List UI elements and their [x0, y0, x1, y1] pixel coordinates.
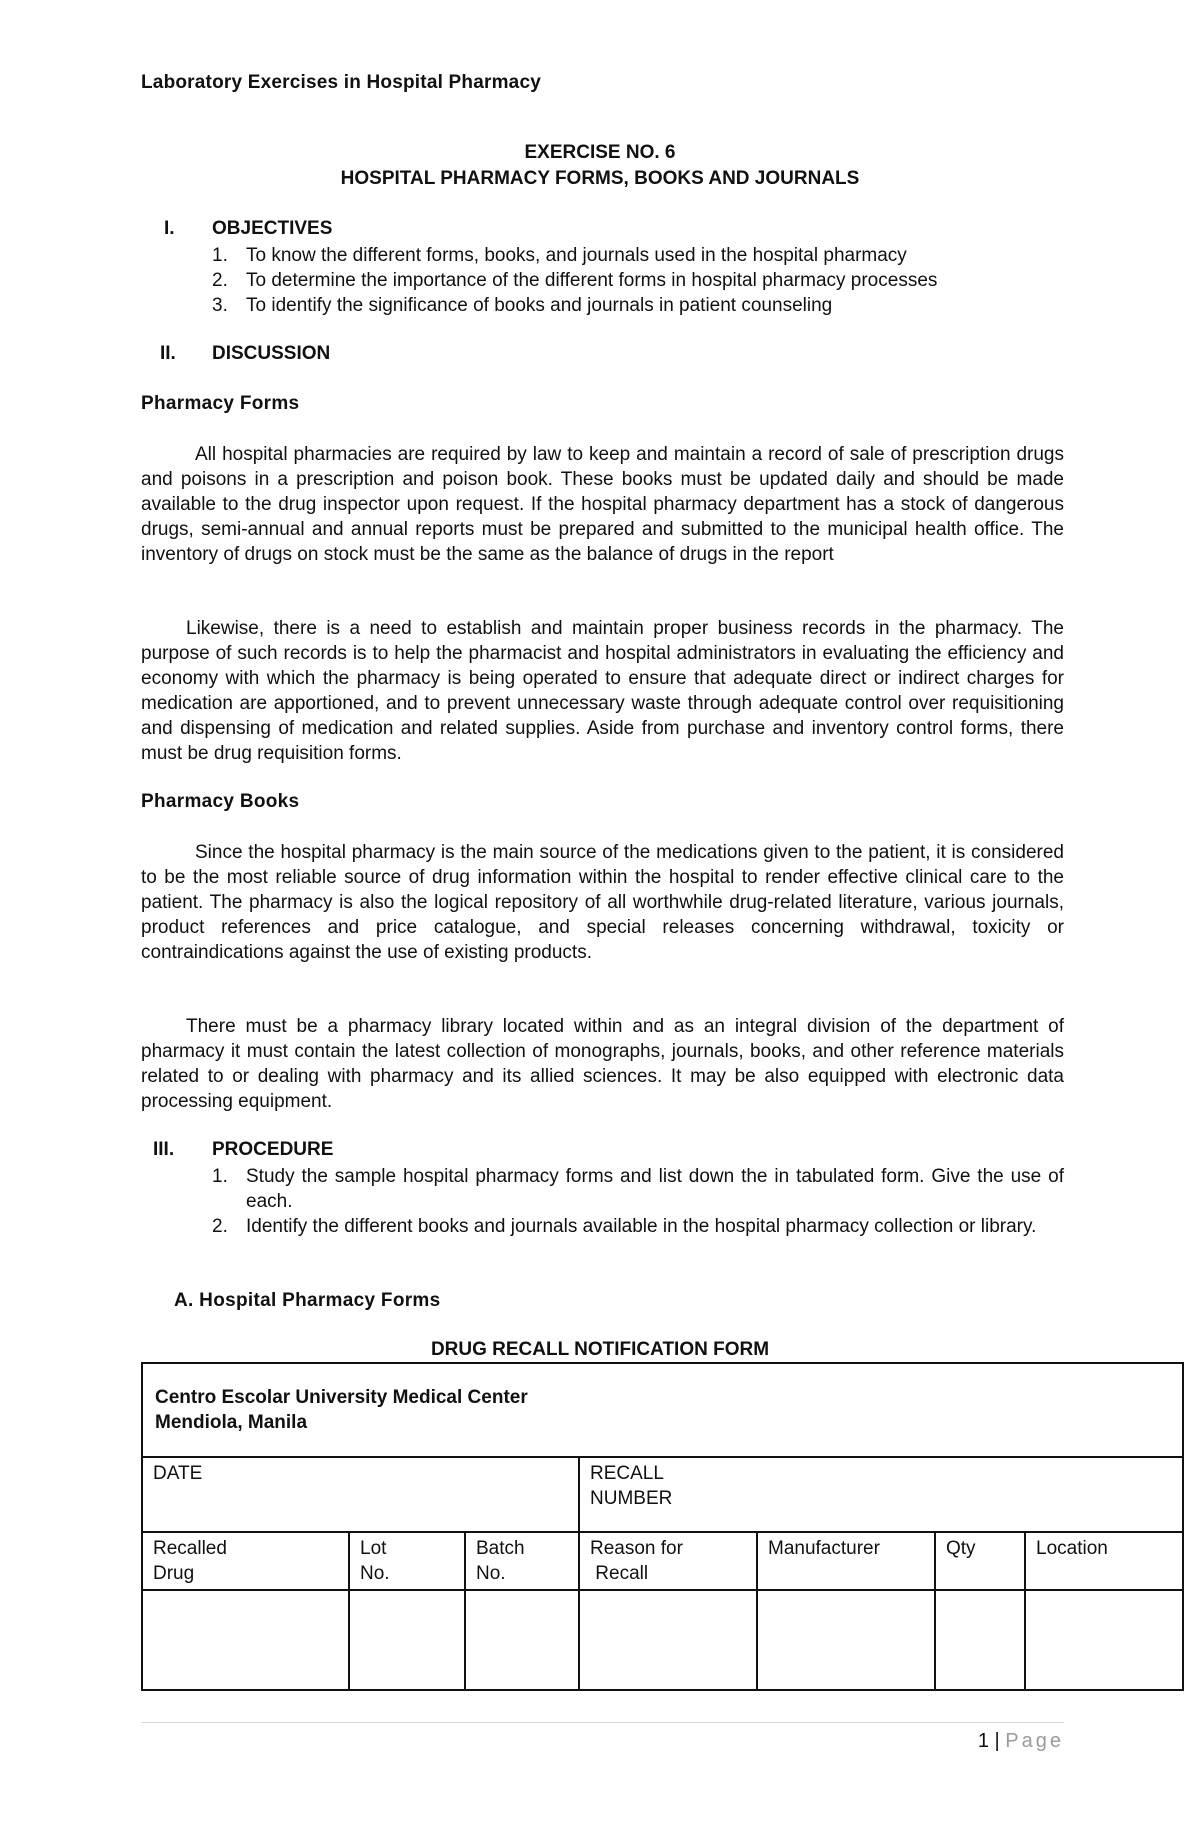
discussion-heading: DISCUSSION [212, 343, 331, 364]
entry-cell-recalled-drug[interactable] [142, 1590, 349, 1690]
form-title: DRUG RECALL NOTIFICATION FORM [430, 1339, 770, 1360]
forms-paragraph-1: All hospital pharmacies are required by law to keep and maintain a record of sale of prescription drugs and poisons in a prescription and poison book. These books must be updated daily and should be made available to the drug inspector upon request. If the hospital pharmacy department has a stock of dangerous drugs, semi-annual and annual reports must be prepared and submitted to the municipal health office. The inventory of drugs on stock must be the same as the balance of drugs in the report [141, 444, 1064, 565]
list-item [212, 268, 1064, 293]
item-text: To determine the importance of the different forms in hospital pharmacy processes [246, 270, 938, 291]
books-paragraph-2: There must be a pharmacy library located within and as an integral division of the department of pharmacy it must contain the latest collection of monographs, journals, books, and other reference materials related to or dealing with pharmacy and its allied sciences. It may be also equipped with electronic data processing equipment. [141, 1016, 1064, 1112]
col-header-text: Drug [153, 1563, 195, 1584]
procedure-list [212, 1164, 1064, 1239]
col-header-text: No. [476, 1563, 506, 1584]
running-header: Laboratory Exercises in Hospital Pharmacy [141, 72, 541, 93]
item-number: 1. [212, 1166, 228, 1187]
recall-label-line2: NUMBER [590, 1488, 673, 1509]
table-row [142, 1590, 1183, 1690]
org-address: Mendiola, Manila [155, 1412, 308, 1433]
recall-number-cell[interactable] [579, 1457, 1183, 1532]
entry-cell-qty[interactable] [935, 1590, 1025, 1690]
entry-cell-manufacturer[interactable] [757, 1590, 935, 1690]
list-item [212, 1214, 1064, 1239]
objectives-list [212, 243, 1064, 318]
org-header-cell [142, 1363, 1183, 1457]
procedure-heading: PROCEDURE [212, 1139, 334, 1160]
page-number: 1 [977, 1730, 989, 1752]
col-header-text: Qty [946, 1538, 976, 1559]
discussion-number: II. [160, 343, 176, 364]
date-label: DATE [153, 1463, 203, 1484]
list-item [212, 293, 1064, 318]
entry-cell-reason[interactable] [579, 1590, 757, 1690]
date-cell[interactable] [142, 1457, 579, 1532]
col-header-location [1025, 1532, 1183, 1590]
item-text: Study the sample hospital pharmacy forms and list down the in tabulated form. Give the use of each. [246, 1166, 1064, 1212]
pharmacy-books-heading: Pharmacy Books [141, 791, 300, 812]
objectives-number: I. [164, 218, 175, 239]
objectives-heading: OBJECTIVES [212, 218, 333, 239]
exercise-number: EXERCISE NO. 6 [524, 142, 676, 163]
col-header-text: Location [1036, 1538, 1108, 1559]
col-header-text: No. [360, 1563, 390, 1584]
procedure-number: III. [153, 1139, 175, 1160]
org-name: Centro Escolar University Medical Center [155, 1387, 528, 1408]
col-header-text: Recall [590, 1563, 649, 1584]
drug-recall-form-table [141, 1362, 1184, 1691]
list-item [212, 1164, 1064, 1214]
col-header-text: Manufacturer [768, 1538, 880, 1559]
col-header-text: Batch [476, 1538, 525, 1559]
page-label: Page [1005, 1730, 1064, 1752]
col-header-lot-no [349, 1532, 465, 1590]
item-number: 3. [212, 295, 228, 316]
forms-paragraph-2: Likewise, there is a need to establish and maintain proper business records in the pharmacy. The purpose of such records is to help the pharmacist and hospital administrators in evaluating the efficiency and economy with which the pharmacy is being operated to ensure that adequate direct or indirect charges for medication are apportioned, and to prevent unnecessary waste through adequate control over requisitioning and dispensing of medication and related supplies. Aside from purchase and inventory control forms, there must be drug requisition forms. [141, 618, 1064, 764]
item-text: To identify the significance of books and journals in patient counseling [246, 295, 833, 316]
entry-cell-lot-no[interactable] [349, 1590, 465, 1690]
item-number: 2. [212, 270, 228, 291]
col-header-qty [935, 1532, 1025, 1590]
page-separator: | [988, 1730, 1006, 1752]
col-header-batch-no [465, 1532, 579, 1590]
item-text: Identify the different books and journals available in the hospital pharmacy collection or library. [246, 1216, 1037, 1237]
page-footer [960, 1730, 1064, 1753]
col-header-manufacturer [757, 1532, 935, 1590]
exercise-title: HOSPITAL PHARMACY FORMS, BOOKS AND JOURNALS [340, 168, 860, 189]
col-header-recalled-drug [142, 1532, 349, 1590]
col-header-text: Reason for [590, 1538, 683, 1559]
entry-cell-location[interactable] [1025, 1590, 1183, 1690]
item-text: To know the different forms, books, and journals used in the hospital pharmacy [246, 245, 907, 266]
item-number: 2. [212, 1216, 228, 1237]
books-paragraph-1: Since the hospital pharmacy is the main source of the medications given to the patient, it is considered to be the most reliable source of drug information within the hospital to render effective clinical care to the patient. The pharmacy is also the logical repository of all worthwhile drug-related literature, various journals, product references and price catalogue, and special releases concerning withdrawal, toxicity or contraindications against the use of existing products. [141, 842, 1064, 963]
entry-cell-batch-no[interactable] [465, 1590, 579, 1690]
recall-label-line1: RECALL [590, 1463, 664, 1484]
col-header-text: Recalled [153, 1538, 227, 1559]
col-header-text: Lot [360, 1538, 387, 1559]
list-item [212, 243, 1064, 268]
col-header-reason [579, 1532, 757, 1590]
footer-divider [141, 1722, 1064, 1723]
item-number: 1. [212, 245, 228, 266]
pharmacy-forms-heading: Pharmacy Forms [141, 393, 300, 414]
hospital-pharmacy-forms-heading: A. Hospital Pharmacy Forms [174, 1290, 441, 1311]
